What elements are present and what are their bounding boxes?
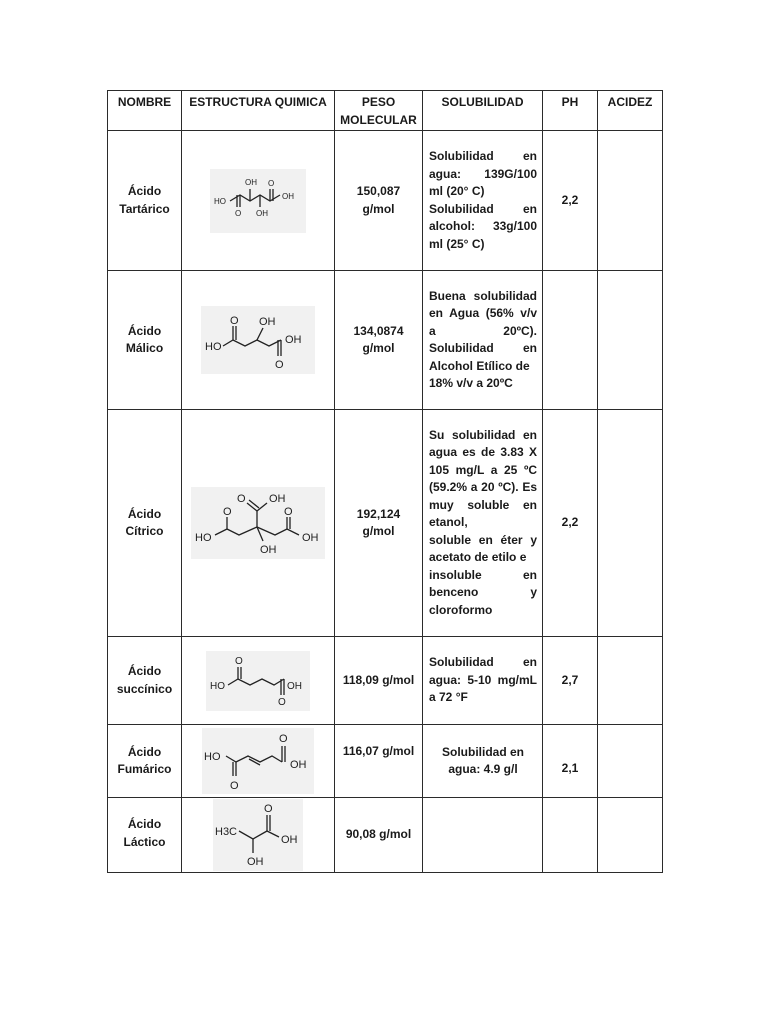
solubility-line: agua: 5-10 mg/mL (429, 672, 537, 687)
solubility-line: (59.2% a 20 ºC). Es (429, 480, 537, 495)
atom-label: OH (290, 759, 307, 771)
header-nombre: NOMBRE (108, 91, 182, 131)
atom-label: OH (269, 493, 286, 505)
acid-name (108, 725, 182, 798)
header-solubilidad: SOLUBILIDAD (423, 91, 543, 131)
malic-acid-structure (201, 306, 315, 374)
solubility-line: a 20ºC). (429, 323, 537, 338)
acidez-value (598, 798, 663, 873)
solubility (423, 637, 543, 725)
solubility-line: en Agua (56% v/v (429, 306, 537, 320)
acidez-value (598, 271, 663, 410)
weight-line1: 134,0874 (353, 323, 404, 338)
acid-name-line1: Ácido (127, 184, 162, 198)
table-row (108, 410, 663, 637)
atom-label: O (275, 359, 284, 371)
atom-label: OH (247, 856, 264, 868)
table-row (108, 271, 663, 410)
solubility-line: muy soluble en (429, 497, 537, 512)
atom-label: O (235, 655, 243, 667)
atom-label: OH (302, 532, 319, 544)
table-row (108, 798, 663, 873)
header-row (108, 91, 663, 131)
chemical-structure (182, 410, 335, 637)
header-ph: PH (543, 91, 598, 131)
header-estructura: ESTRUCTURA QUIMICA (182, 91, 335, 131)
atom-label: OH (259, 316, 276, 328)
atom-label: O (268, 178, 275, 188)
acid-name-line2: Tartárico (119, 201, 170, 216)
solubility-line: Alcohol Etílico de (429, 358, 530, 373)
acid-name-line1: Ácido (127, 817, 162, 831)
solubility (423, 798, 543, 873)
weight-line1: 116,07 g/mol (342, 744, 415, 758)
acid-name (108, 410, 182, 637)
weight-line2: g/mol (362, 341, 395, 355)
atom-label: OH (281, 834, 298, 846)
acid-name-line2: Cítrico (125, 524, 164, 538)
acid-name (108, 271, 182, 410)
molecular-weight (335, 271, 423, 410)
header-peso (335, 91, 423, 131)
header-peso-line2: MOLECULAR (340, 112, 417, 127)
header-acidez: ACIDEZ (598, 91, 663, 131)
solubility-line: Su solubilidad en (429, 427, 537, 442)
chemical-structure (182, 725, 335, 798)
solubility (423, 131, 543, 271)
atom-label: OH (287, 680, 302, 692)
acid-name (108, 131, 182, 271)
molecular-weight (335, 131, 423, 271)
atom-label: O (237, 493, 246, 505)
acidez-value (598, 725, 663, 798)
solubility (423, 271, 543, 410)
solubility-line: ml (20° C) (429, 184, 485, 198)
header-peso-line1: PESO (361, 95, 396, 109)
atom-label: H3C (215, 826, 238, 838)
atom-label: O (284, 506, 293, 518)
atom-label: HO (214, 196, 226, 206)
atom-label: O (278, 696, 286, 708)
solubility (423, 725, 543, 798)
table-row (108, 637, 663, 725)
solubility-line: Solubilidad en (429, 341, 537, 355)
solubility-line: benceno y (429, 585, 537, 600)
succinic-acid-structure (206, 651, 310, 711)
solubility-line: Solubilidad en (441, 744, 524, 759)
weight-line1: 118,09 g/mol (342, 672, 415, 687)
acidez-value (598, 131, 663, 271)
acidez-value (598, 410, 663, 637)
solubility-line: cloroformo (429, 602, 493, 617)
acid-name (108, 798, 182, 873)
solubility-line: Buena solubilidad (429, 288, 537, 303)
atom-label: O (230, 315, 239, 327)
acid-name-line1: Ácido (127, 664, 162, 678)
acid-name-line1: Ácido (127, 744, 162, 759)
atom-label: O (223, 506, 232, 518)
atom-label: HO (204, 751, 221, 763)
ph-value: 2,7 (543, 637, 598, 725)
solubility-line: acetato de etilo e (429, 550, 527, 565)
solubility-line: insoluble en (429, 567, 537, 582)
solubility-line: agua: 139G/100 (429, 166, 537, 181)
solubility-line: Solubilidad en (429, 149, 537, 163)
ph-value: 2,1 (543, 725, 598, 798)
solubility (423, 410, 543, 637)
atom-label: O (235, 208, 242, 218)
weight-line1: 192,124 (356, 506, 401, 521)
atom-label: OH (245, 177, 257, 187)
weight-line1: 90,08 g/mol (345, 827, 412, 842)
table-row (108, 725, 663, 798)
atom-label: OH (260, 544, 277, 556)
weight-line1: 150,087 (356, 184, 401, 198)
tartaric-acid-structure (210, 169, 306, 233)
solubility-line: etanol, (429, 515, 468, 530)
atom-label: OH (256, 208, 268, 218)
atom-label: HO (195, 532, 212, 544)
solubility-line: 18% v/v a 20ºC (429, 376, 513, 390)
acids-table (107, 90, 663, 873)
acid-name-line2: Fumárico (117, 762, 172, 776)
lactic-acid-structure (213, 799, 303, 871)
fumaric-acid-structure (202, 728, 314, 794)
solubility-line: agua es de 3.83 X (429, 445, 537, 460)
atom-label: HO (205, 341, 222, 353)
acid-name-line1: Ácido (127, 323, 162, 338)
chemical-structure (182, 131, 335, 271)
acid-name-line2: Málico (125, 341, 164, 355)
molecular-weight (335, 410, 423, 637)
acidez-value (598, 637, 663, 725)
ph-value (543, 271, 598, 410)
solubility-line: agua: 4.9 g/l (448, 762, 518, 776)
solubility-line: soluble en éter y (429, 532, 537, 547)
molecular-weight (335, 725, 423, 798)
molecular-weight (335, 637, 423, 725)
chemical-structure (182, 271, 335, 410)
atom-label: OH (285, 334, 302, 346)
solubility-line: Solubilidad en (429, 655, 537, 670)
atom-label: HO (210, 680, 225, 692)
chemical-structure (182, 798, 335, 873)
ph-value: 2,2 (543, 410, 598, 637)
acid-name-line2: succínico (116, 681, 173, 696)
solubility-line: a 72 °F (429, 690, 468, 705)
solubility-line: alcohol: 33g/100 (429, 219, 537, 233)
chemical-structure (182, 637, 335, 725)
solubility-line: 105 mg/L a 25 ºC (429, 462, 537, 477)
atom-label: O (279, 733, 288, 745)
table-row (108, 131, 663, 271)
atom-label: O (264, 803, 273, 815)
citric-acid-structure (191, 487, 325, 559)
solubility-line: ml (25° C) (429, 236, 485, 251)
molecular-weight (335, 798, 423, 873)
atom-label: OH (282, 191, 294, 201)
weight-line2: g/mol (362, 524, 395, 538)
solubility-line: Solubilidad en (429, 201, 537, 216)
ph-value: 2,2 (543, 131, 598, 271)
acid-name-line1: Ácido (127, 506, 162, 521)
acid-name (108, 637, 182, 725)
ph-value (543, 798, 598, 873)
weight-line2: g/mol (362, 201, 395, 216)
atom-label: O (230, 780, 239, 792)
acid-name-line2: Láctico (123, 834, 166, 849)
